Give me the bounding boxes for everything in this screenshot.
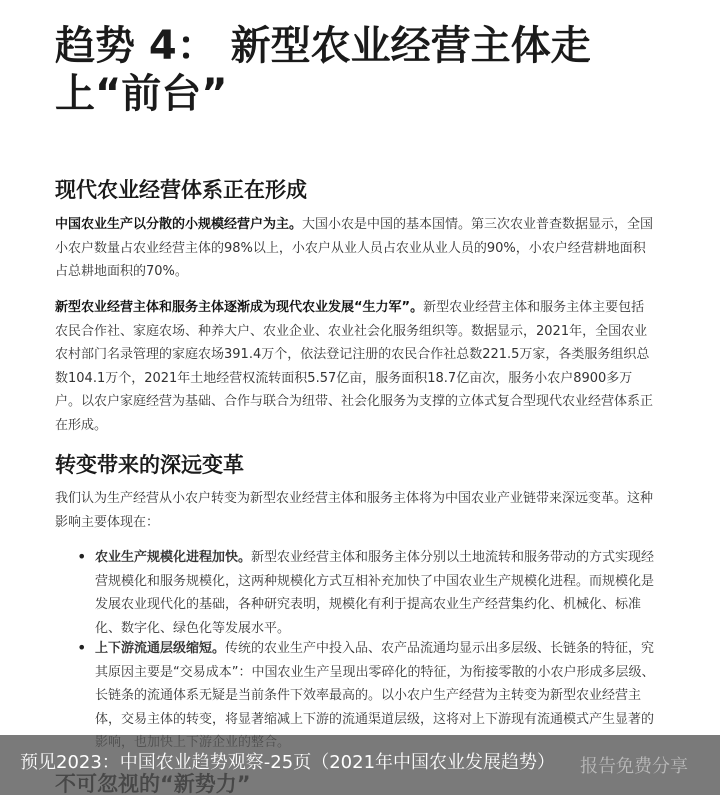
paragraph-small-farmers bbox=[55, 213, 655, 284]
watermark-text: 报告免费分享 bbox=[580, 756, 688, 777]
paragraph-lead: 中国农业生产以分散的小规模经营户为主。 bbox=[55, 217, 303, 232]
paragraph-intro: 我们认为生产经营从小农户转变为新型农业经营主体和服务主体将为中国农业产业链带来深远变革。这种影响主要体现在： bbox=[55, 491, 654, 530]
bullet-dot: • bbox=[77, 638, 87, 657]
section-heading-modern-system: 现代农业经营体系正在形成 bbox=[55, 178, 307, 202]
bullet-body: 传统的农业生产中投入品、农产品流通均显示出多层级、长链条的特征，究其原因主要是“交易成本”：中国农业生产呈现出零碎化的特征，为衔接零散的小农户形成多层级、长链条的流通体系无疑是当前条件下效率最高的。以小农户生产经营为主转变为新型农业经营主体，交易主体的转变，将显著缩减上下游的流通渠道层级，这将对上下游现有流通模式产生显著的 bbox=[95, 641, 655, 727]
bullet-body: 新型农业经营主体和服务主体分别以土地流转和服务带动的方式实现经营规模化和服务规模化，这两种规模化方式互相补充加快了中国农业生产规模化进程。而规模化是发展农业现代化的基础，各种研究表明，规模化有利于提高农业生产经营集约化、机械化、标准化、数字化、绿色化等发展水平。 bbox=[95, 550, 655, 636]
caption-text: 预见2023：中国农业趋势观察-25页（2021年中国农业发展趋势） bbox=[20, 752, 556, 773]
paragraph-lead: 新型农业经营主体和服务主体逐渐成为现代农业发展“生力军”。 bbox=[55, 300, 424, 315]
paragraph-body: 大国小农是中国的基本国情。第三次农业普查数据显示，全国小农户数量占农业经营主体的98%以上，小农户从业人员占农业从业人员的90%，小农户经营耕地面积占总耕地面积的70%。 bbox=[55, 217, 654, 279]
paragraph-new-entities bbox=[55, 296, 655, 437]
page-title: 趋势 4： 新型农业经营主体走上“前台” bbox=[55, 23, 591, 117]
bullet-lead: 农业生产规模化进程加快。 bbox=[95, 550, 252, 565]
section-heading-transformation: 转变带来的深远变革 bbox=[55, 453, 244, 477]
bullet-dot: • bbox=[77, 547, 87, 566]
paragraph-body: 新型农业经营主体和服务主体主要包括农民合作社、家庭农场、种养大户、农业企业、农业社会化服务组织等。数据显示，2021年，全国农业农村部门名录管理的家庭农场391.4万个，依法登记注册的农民合作社总数221.5万家，各类服务组织总数104.1万个，2021年土地经营权流转面积5.57亿亩，服务面积18.7亿亩次，服务小农户8900多万户。以农户家庭经营为基础、合作与联合为纽带、社会化服务为支撑的立体式复合型现代农业经营体系正在形成。 bbox=[55, 300, 654, 433]
bullet-item-scale bbox=[95, 546, 657, 640]
bullet-lead: 上下游流通层级缩短。 bbox=[95, 641, 226, 656]
